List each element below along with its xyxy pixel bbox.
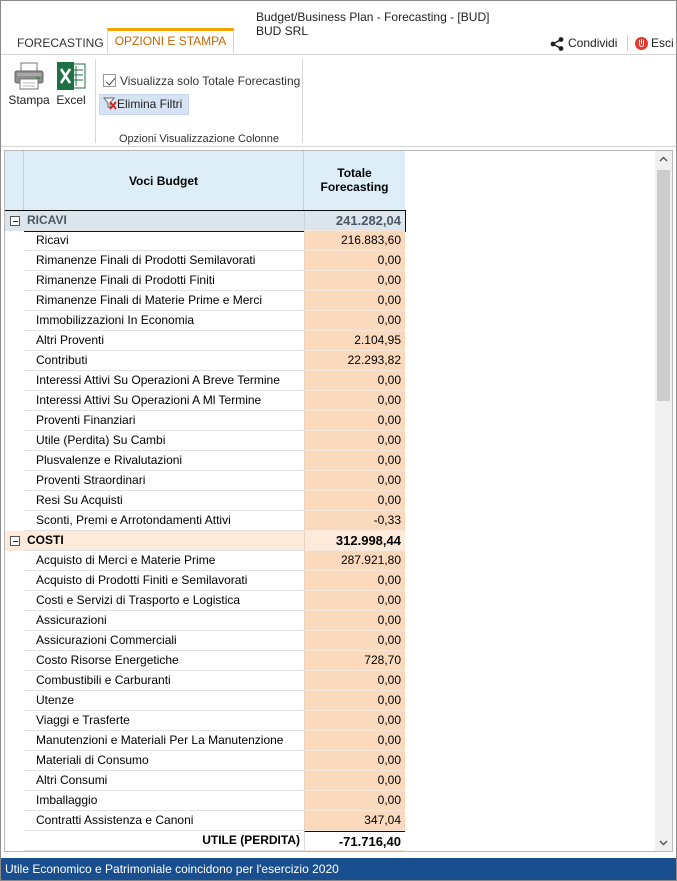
cell-totale: 0,00 (304, 411, 405, 431)
show-total-only-checkbox[interactable] (103, 74, 300, 88)
cell-voce: Proventi Straordinari (24, 471, 304, 491)
row-selector (5, 531, 24, 551)
cell-totale: 2.104,95 (304, 331, 405, 351)
row-selector (5, 571, 24, 591)
table-row[interactable] (5, 291, 405, 311)
cell-totale: -71.716,40 (304, 831, 405, 851)
cell-totale: 0,00 (304, 471, 405, 491)
table-row[interactable] (5, 711, 405, 731)
row-selector (5, 691, 24, 711)
cell-voce: Sconti, Premi e Arrotondamenti Attivi (24, 511, 304, 531)
cell-totale: 0,00 (304, 571, 405, 591)
table-row[interactable] (5, 731, 405, 751)
table-row[interactable] (5, 611, 405, 631)
row-selector (5, 231, 24, 251)
group-row-costi[interactable] (5, 531, 405, 551)
row-selector (5, 551, 24, 571)
vertical-scrollbar[interactable] (655, 151, 672, 851)
scroll-up-icon[interactable] (659, 155, 668, 164)
cell-voce: Altri Consumi (24, 771, 304, 791)
table-row[interactable] (5, 771, 405, 791)
row-selector (5, 211, 24, 231)
table-row[interactable] (5, 651, 405, 671)
table-row[interactable] (5, 631, 405, 651)
cell-voce: Imballaggio (24, 791, 304, 811)
cell-voce: Utile (Perdita) Su Cambi (24, 431, 304, 451)
cell-totale: 728,70 (304, 651, 405, 671)
tab-forecasting[interactable]: FORECASTING (17, 36, 104, 50)
cell-totale: 0,00 (304, 311, 405, 331)
row-selector (5, 511, 24, 531)
table-row[interactable] (5, 791, 405, 811)
table-row[interactable] (5, 431, 405, 451)
checkbox-checked-icon (103, 74, 116, 87)
cell-totale: 0,00 (304, 691, 405, 711)
scroll-down-icon[interactable] (659, 838, 668, 847)
table-row[interactable] (5, 591, 405, 611)
row-selector-header (5, 151, 24, 211)
cell-totale: 216.883,60 (304, 231, 405, 251)
table-row[interactable] (5, 491, 405, 511)
cell-totale: 0,00 (304, 451, 405, 471)
row-selector (5, 611, 24, 631)
row-selector (5, 491, 24, 511)
table-row[interactable] (5, 671, 405, 691)
excel-button[interactable] (53, 61, 89, 107)
exit-button[interactable] (635, 31, 674, 55)
cell-voce: Acquisto di Merci e Materie Prime (24, 551, 304, 571)
cell-voce: Rimanenze Finali di Prodotti Finiti (24, 271, 304, 291)
show-total-only-label: Visualizza solo Totale Forecasting (120, 74, 301, 88)
row-selector (5, 371, 24, 391)
cell-totale: -0,33 (304, 511, 405, 531)
cell-voce: Interessi Attivi Su Operazioni A Breve Termine (24, 371, 304, 391)
printer-icon (13, 61, 45, 91)
group-row-ricavi[interactable] (5, 211, 405, 231)
table-row[interactable] (5, 411, 405, 431)
row-selector (5, 811, 24, 831)
cell-voce: Proventi Finanziari (24, 411, 304, 431)
cell-totale: 0,00 (304, 671, 405, 691)
cell-totale: 287.921,80 (304, 551, 405, 571)
cell-totale: 0,00 (304, 771, 405, 791)
cell-totale: 312.998,44 (304, 531, 405, 551)
table-row[interactable] (5, 391, 405, 411)
cell-voce: Materiali di Consumo (24, 751, 304, 771)
table-row[interactable] (5, 331, 405, 351)
row-selector (5, 751, 24, 771)
cell-totale: 0,00 (304, 291, 405, 311)
cell-voce: Rimanenze Finali di Materie Prime e Merci (24, 291, 304, 311)
cell-voce: Altri Proventi (24, 331, 304, 351)
cell-voce: UTILE (PERDITA) (24, 831, 304, 851)
table-row[interactable] (5, 271, 405, 291)
table-row[interactable] (5, 811, 405, 831)
table-row[interactable] (5, 691, 405, 711)
cell-totale: 241.282,04 (304, 211, 405, 231)
filter-remove-icon (103, 96, 117, 110)
row-selector (5, 451, 24, 471)
tab-opzioni-e-stampa[interactable]: OPZIONI E STAMPA (107, 28, 234, 53)
cell-totale: 347,04 (304, 811, 405, 831)
row-selector (5, 431, 24, 451)
share-label: Condividi (568, 36, 618, 50)
cell-totale: 0,00 (304, 371, 405, 391)
cell-voce: Rimanenze Finali di Prodotti Semilavorati (24, 251, 304, 271)
excel-icon (55, 61, 87, 91)
cell-voce: Contratti Assistenza e Canoni (24, 811, 304, 831)
window-title: Budget/Business Plan - Forecasting - [BUD] BUD SRL (256, 10, 490, 38)
cell-voce: COSTI (24, 531, 304, 551)
cell-voce: Resi Su Acquisti (24, 491, 304, 511)
cell-totale: 0,00 (304, 491, 405, 511)
collapse-icon[interactable] (10, 216, 20, 226)
cell-voce: Acquisto di Prodotti Finiti e Semilavorati (24, 571, 304, 591)
column-header-totale-forecasting[interactable] (304, 166, 405, 194)
row-selector (5, 831, 24, 851)
column-header-line: Totale (337, 166, 372, 180)
cell-voce: Costo Risorse Energetiche (24, 651, 304, 671)
table-row[interactable] (5, 451, 405, 471)
table-row[interactable] (5, 551, 405, 571)
ribbon-tabs (1, 31, 676, 55)
cell-totale: 22.293,82 (304, 351, 405, 371)
print-label: Stampa (8, 93, 50, 107)
exit-label: Esci (651, 36, 674, 50)
excel-label: Excel (56, 93, 86, 107)
row-selector (5, 411, 24, 431)
cell-totale: 0,00 (304, 611, 405, 631)
cell-voce: Immobilizzazioni In Economia (24, 311, 304, 331)
print-button[interactable] (7, 61, 51, 107)
cell-voce: Contributi (24, 351, 304, 371)
row-selector (5, 731, 24, 751)
row-selector (5, 771, 24, 791)
share-icon (549, 36, 565, 52)
row-selector (5, 631, 24, 651)
row-selector (5, 791, 24, 811)
cell-voce: Utenze (24, 691, 304, 711)
grid-header (5, 151, 405, 211)
row-selector (5, 311, 24, 331)
cell-voce: Plusvalenze e Rivalutazioni (24, 451, 304, 471)
row-selector (5, 351, 24, 371)
table-row[interactable] (5, 511, 405, 531)
collapse-icon[interactable] (10, 536, 20, 546)
cell-voce: RICAVI (24, 211, 304, 231)
budget-grid (4, 150, 673, 852)
cell-totale: 0,00 (304, 751, 405, 771)
cell-voce: Interessi Attivi Su Operazioni A Ml Termine (24, 391, 304, 411)
cell-totale: 0,00 (304, 251, 405, 271)
table-row[interactable] (5, 351, 405, 371)
clear-filters-button[interactable] (99, 94, 189, 115)
table-row[interactable] (5, 471, 405, 491)
cell-totale: 0,00 (304, 271, 405, 291)
total-row[interactable] (5, 831, 405, 851)
cell-totale: 0,00 (304, 591, 405, 611)
share-button[interactable] (549, 31, 617, 55)
table-row[interactable] (5, 311, 405, 331)
table-row[interactable] (5, 231, 405, 251)
row-selector (5, 251, 24, 271)
clear-filters-label: Elimina Filtri (117, 97, 183, 111)
row-selector (5, 651, 24, 671)
cell-voce: Assicurazioni (24, 611, 304, 631)
divider (95, 59, 96, 143)
power-icon (635, 37, 648, 50)
row-selector (5, 391, 24, 411)
table-row[interactable] (5, 371, 405, 391)
status-bar: Utile Economico e Patrimoniale coincidono per l'esercizio 2020 (1, 858, 676, 880)
cell-totale: 0,00 (304, 631, 405, 651)
cell-totale: 0,00 (304, 791, 405, 811)
row-selector (5, 291, 24, 311)
cell-voce: Viaggi e Trasferte (24, 711, 304, 731)
row-selector (5, 331, 24, 351)
scrollbar-thumb[interactable] (657, 170, 670, 401)
row-selector (5, 271, 24, 291)
column-header-line: Forecasting (320, 180, 389, 194)
row-selector (5, 471, 24, 491)
table-row[interactable] (5, 751, 405, 771)
cell-totale: 0,00 (304, 711, 405, 731)
cell-voce: Assicurazioni Commerciali (24, 631, 304, 651)
grid-rows (5, 211, 405, 851)
cell-voce: Ricavi (24, 231, 304, 251)
cell-totale: 0,00 (304, 391, 405, 411)
row-selector (5, 711, 24, 731)
table-row[interactable] (5, 251, 405, 271)
cell-totale: 0,00 (304, 731, 405, 751)
divider (627, 35, 628, 51)
ribbon (1, 55, 676, 147)
cell-totale: 0,00 (304, 431, 405, 451)
title-bar (1, 1, 676, 38)
cell-voce: Manutenzioni e Materiali Per La Manutenzione (24, 731, 304, 751)
row-selector (5, 671, 24, 691)
cell-voce: Combustibili e Carburanti (24, 671, 304, 691)
ribbon-group-label: Opzioni Visualizzazione Colonne (118, 133, 279, 145)
row-selector (5, 591, 24, 611)
column-header-voci-budget[interactable]: Voci Budget (24, 151, 304, 211)
cell-voce: Costi e Servizi di Trasporto e Logistica (24, 591, 304, 611)
table-row[interactable] (5, 571, 405, 591)
divider (302, 59, 303, 143)
